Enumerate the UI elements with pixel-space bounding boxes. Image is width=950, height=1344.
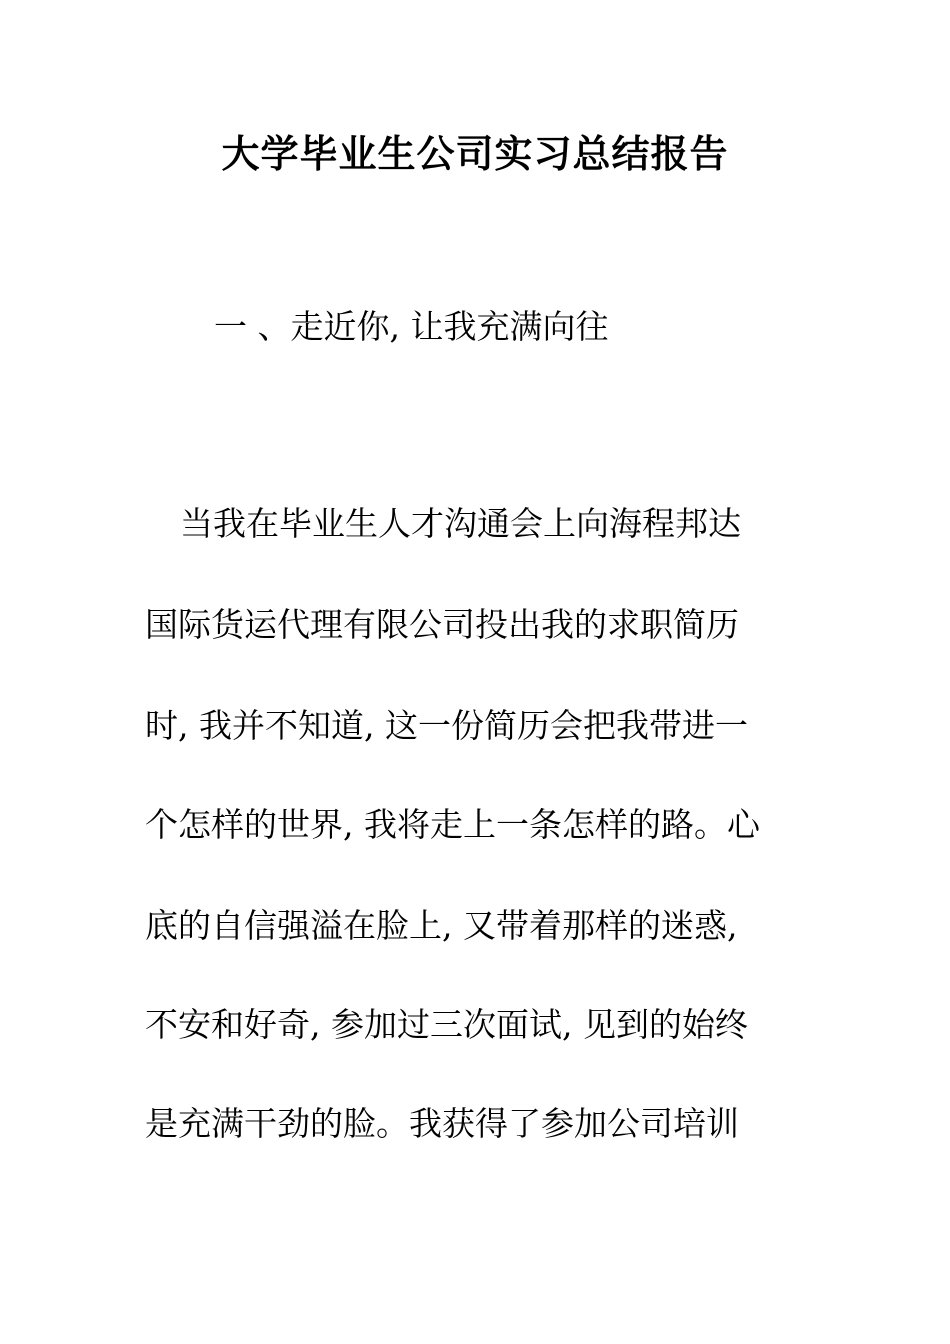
paragraph-line: 个怎样的世界, 我将走上一条怎样的路。心: [145, 805, 760, 844]
paragraph-line: 底的自信强溢在脸上, 又带着那样的迷惑,: [145, 906, 738, 945]
paragraph-line: 当我在毕业生人才沟通会上向海程邦达: [180, 504, 741, 543]
paragraph-line: 国际货运代理有限公司投出我的求职简历: [145, 605, 739, 644]
paragraph-line: 不安和好奇, 参加过三次面试, 见到的始终: [145, 1005, 748, 1044]
paragraph-line: 时, 我并不知道, 这一份简历会把我带进一: [145, 706, 748, 745]
section-heading: 一 、走近你, 让我充满向往: [214, 307, 609, 346]
document-title: 大学毕业生公司实习总结报告: [221, 131, 729, 176]
paragraph-line: 是充满干劲的脸。我获得了参加公司培训: [145, 1104, 739, 1143]
